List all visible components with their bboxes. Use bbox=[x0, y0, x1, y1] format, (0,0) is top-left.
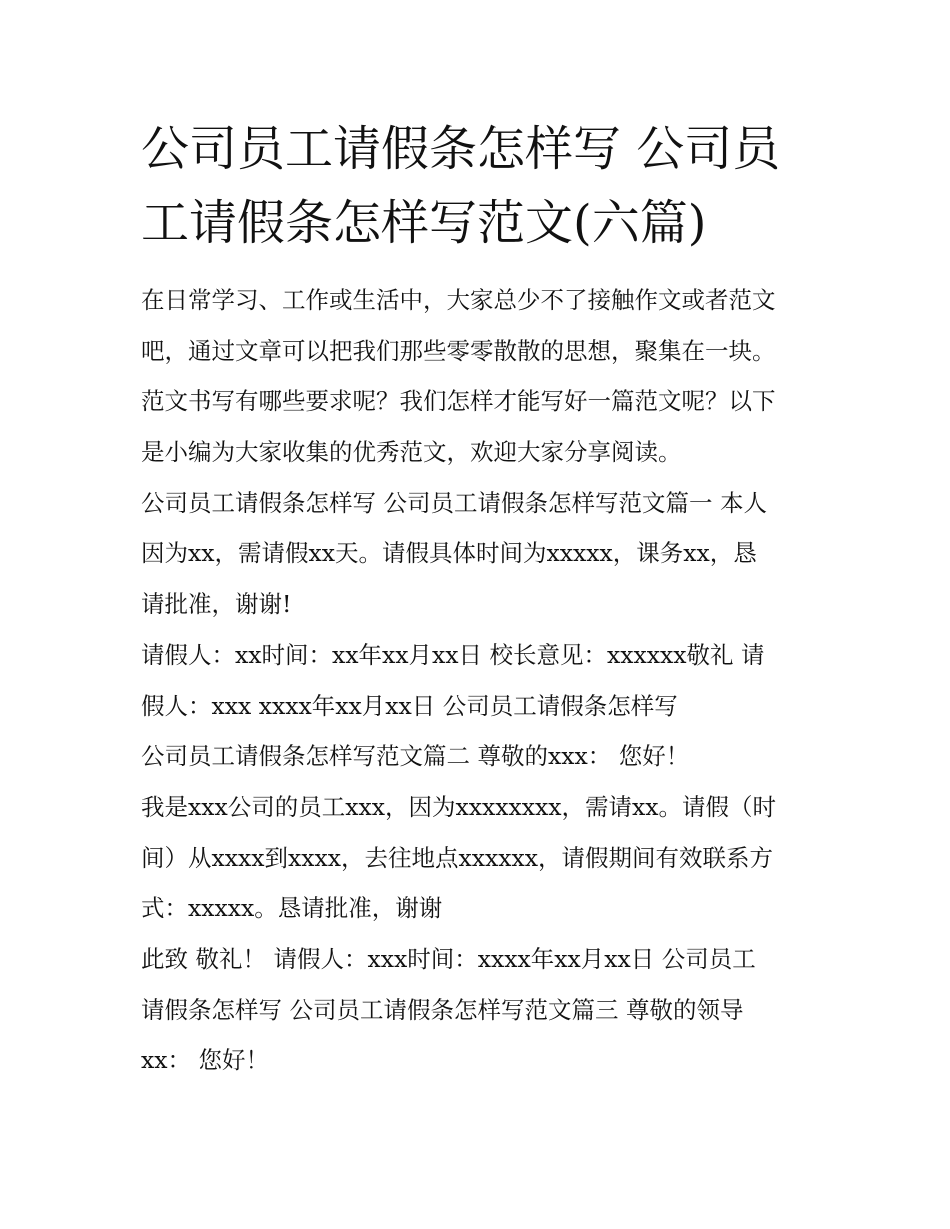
title-line-2: 工请假条怎样写范文(六篇) bbox=[141, 195, 707, 251]
body-line: 假人：xxx xxxx年xx月xx日 公司员工请假条怎样写 bbox=[141, 691, 678, 720]
body-line: 我是xxx公司的员工xxx，因为xxxxxxxx，需请xx。请假（时 bbox=[141, 792, 777, 821]
body-line: 式：xxxxx。恳请批准，谢谢 bbox=[141, 894, 443, 923]
body-line: 公司员工请假条怎样写 公司员工请假条怎样写范文篇一 本人 bbox=[141, 488, 767, 517]
body-line: 请假条怎样写 公司员工请假条怎样写范文篇三 尊敬的领导 bbox=[141, 995, 744, 1024]
body-line: 公司员工请假条怎样写范文篇二 尊敬的xxx： 您好！ bbox=[141, 742, 690, 771]
document-body bbox=[141, 275, 841, 1086]
body-line: xx： 您好！ bbox=[141, 1046, 269, 1075]
body-line: 间）从xxxx到xxxx，去往地点xxxxxx，请假期间有效联系方 bbox=[141, 843, 774, 872]
body-line: 因为xx，需请假xx天。请假具体时间为xxxxx，课务xx，恳 bbox=[141, 539, 757, 568]
body-line: 请批准，谢谢! bbox=[141, 590, 292, 619]
body-line: 在日常学习、工作或生活中，大家总少不了接触作文或者范文 bbox=[141, 286, 776, 314]
title-line-1: 公司员工请假条怎样写 公司员 bbox=[141, 121, 781, 177]
body-line: 吧，通过文章可以把我们那些零零散散的思想，聚集在一块。 bbox=[141, 336, 776, 365]
document-title bbox=[141, 112, 831, 260]
body-line: 此致 敬礼！ 请假人：xxx时间：xxxx年xx月xx日 公司员工 bbox=[141, 944, 756, 973]
body-line: 请假人：xx时间：xx年xx月xx日 校长意见：xxxxxx敬礼 请 bbox=[141, 640, 765, 669]
body-line: 范文书写有哪些要求呢？我们怎样才能写好一篇范文呢？以下 bbox=[141, 387, 776, 416]
body-line: 是小编为大家收集的优秀范文，欢迎大家分享阅读。 bbox=[141, 438, 682, 467]
